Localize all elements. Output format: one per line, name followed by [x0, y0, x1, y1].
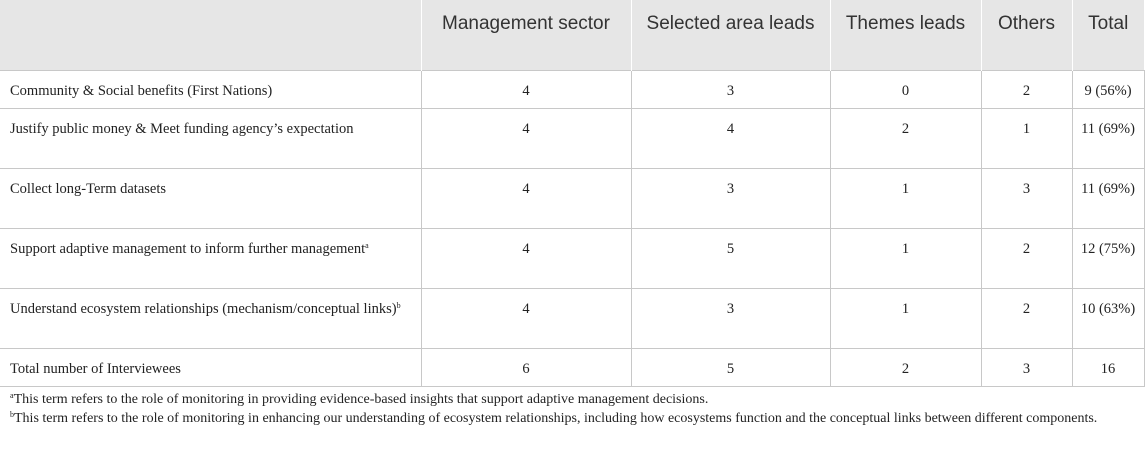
footnote-mark: b	[396, 300, 401, 310]
cell-management-sector: 4	[421, 168, 631, 228]
row-label: Understand ecosystem relationships (mechanism/conceptual links)$^b$	[0, 288, 421, 348]
cell-others: 2	[981, 288, 1072, 348]
header-row	[0, 0, 1144, 70]
header-cell-total: Total	[1072, 0, 1144, 70]
cell-others: 2	[981, 70, 1072, 108]
cell-total: 10 (63%)	[1072, 288, 1144, 348]
cell-management-sector: 4	[421, 108, 631, 168]
row-label: Justify public money & Meet funding agency’s expectation	[0, 108, 421, 168]
row-label: Total number of Interviewees	[0, 348, 421, 386]
cell-others: 3	[981, 168, 1072, 228]
cell-selected-area-leads: 4	[631, 108, 830, 168]
footnote-mark: b	[10, 410, 14, 419]
cell-management-sector: 4	[421, 70, 631, 108]
table-row	[0, 288, 1144, 348]
row-label: Collect long-Term datasets	[0, 168, 421, 228]
cell-themes-leads: 2	[830, 348, 981, 386]
table-row	[0, 168, 1144, 228]
cell-selected-area-leads: 5	[631, 228, 830, 288]
cell-total: 16	[1072, 348, 1144, 386]
footnote-b: $^b$This term refers to the role of monitoring in enhancing our understanding of ecosystem relationships, including how ecosystems function and the conceptual links between different components.	[10, 410, 1098, 426]
header-cell-selected-area-leads: Selected area leads	[631, 0, 830, 70]
footnote-mark: a	[365, 240, 369, 250]
cell-selected-area-leads: 5	[631, 348, 830, 386]
cell-themes-leads: 1	[830, 288, 981, 348]
cell-management-sector: 6	[421, 348, 631, 386]
row-label: Community & Social benefits (First Nations)	[0, 70, 421, 108]
header-cell-others: Others	[981, 0, 1072, 70]
row-label: Support adaptive management to inform further management$^a$	[0, 228, 421, 288]
cell-others: 2	[981, 228, 1072, 288]
footnotes	[10, 390, 1135, 428]
cell-management-sector: 4	[421, 288, 631, 348]
footnote-a: $^a$This term refers to the role of monitoring in providing evidence-based insights that support adaptive management decisions.	[10, 391, 709, 407]
cell-themes-leads: 1	[830, 168, 981, 228]
cell-others: 3	[981, 348, 1072, 386]
table-row	[0, 228, 1144, 288]
cell-selected-area-leads: 3	[631, 70, 830, 108]
table-row	[0, 70, 1144, 108]
cell-selected-area-leads: 3	[631, 168, 830, 228]
header-cell-management-sector: Management sector	[421, 0, 631, 70]
cell-total: 11 (69%)	[1072, 108, 1144, 168]
cell-themes-leads: 1	[830, 228, 981, 288]
cell-others: 1	[981, 108, 1072, 168]
cell-themes-leads: 0	[830, 70, 981, 108]
cell-total: 9 (56%)	[1072, 70, 1144, 108]
cell-themes-leads: 2	[830, 108, 981, 168]
table-row	[0, 108, 1144, 168]
header-cell-blank	[0, 0, 421, 70]
cell-management-sector: 4	[421, 228, 631, 288]
table-row-total	[0, 348, 1144, 386]
cell-selected-area-leads: 3	[631, 288, 830, 348]
footnote-mark: a	[10, 391, 14, 400]
cell-total: 12 (75%)	[1072, 228, 1144, 288]
cell-total: 11 (69%)	[1072, 168, 1144, 228]
header-cell-themes-leads: Themes leads	[830, 0, 981, 70]
